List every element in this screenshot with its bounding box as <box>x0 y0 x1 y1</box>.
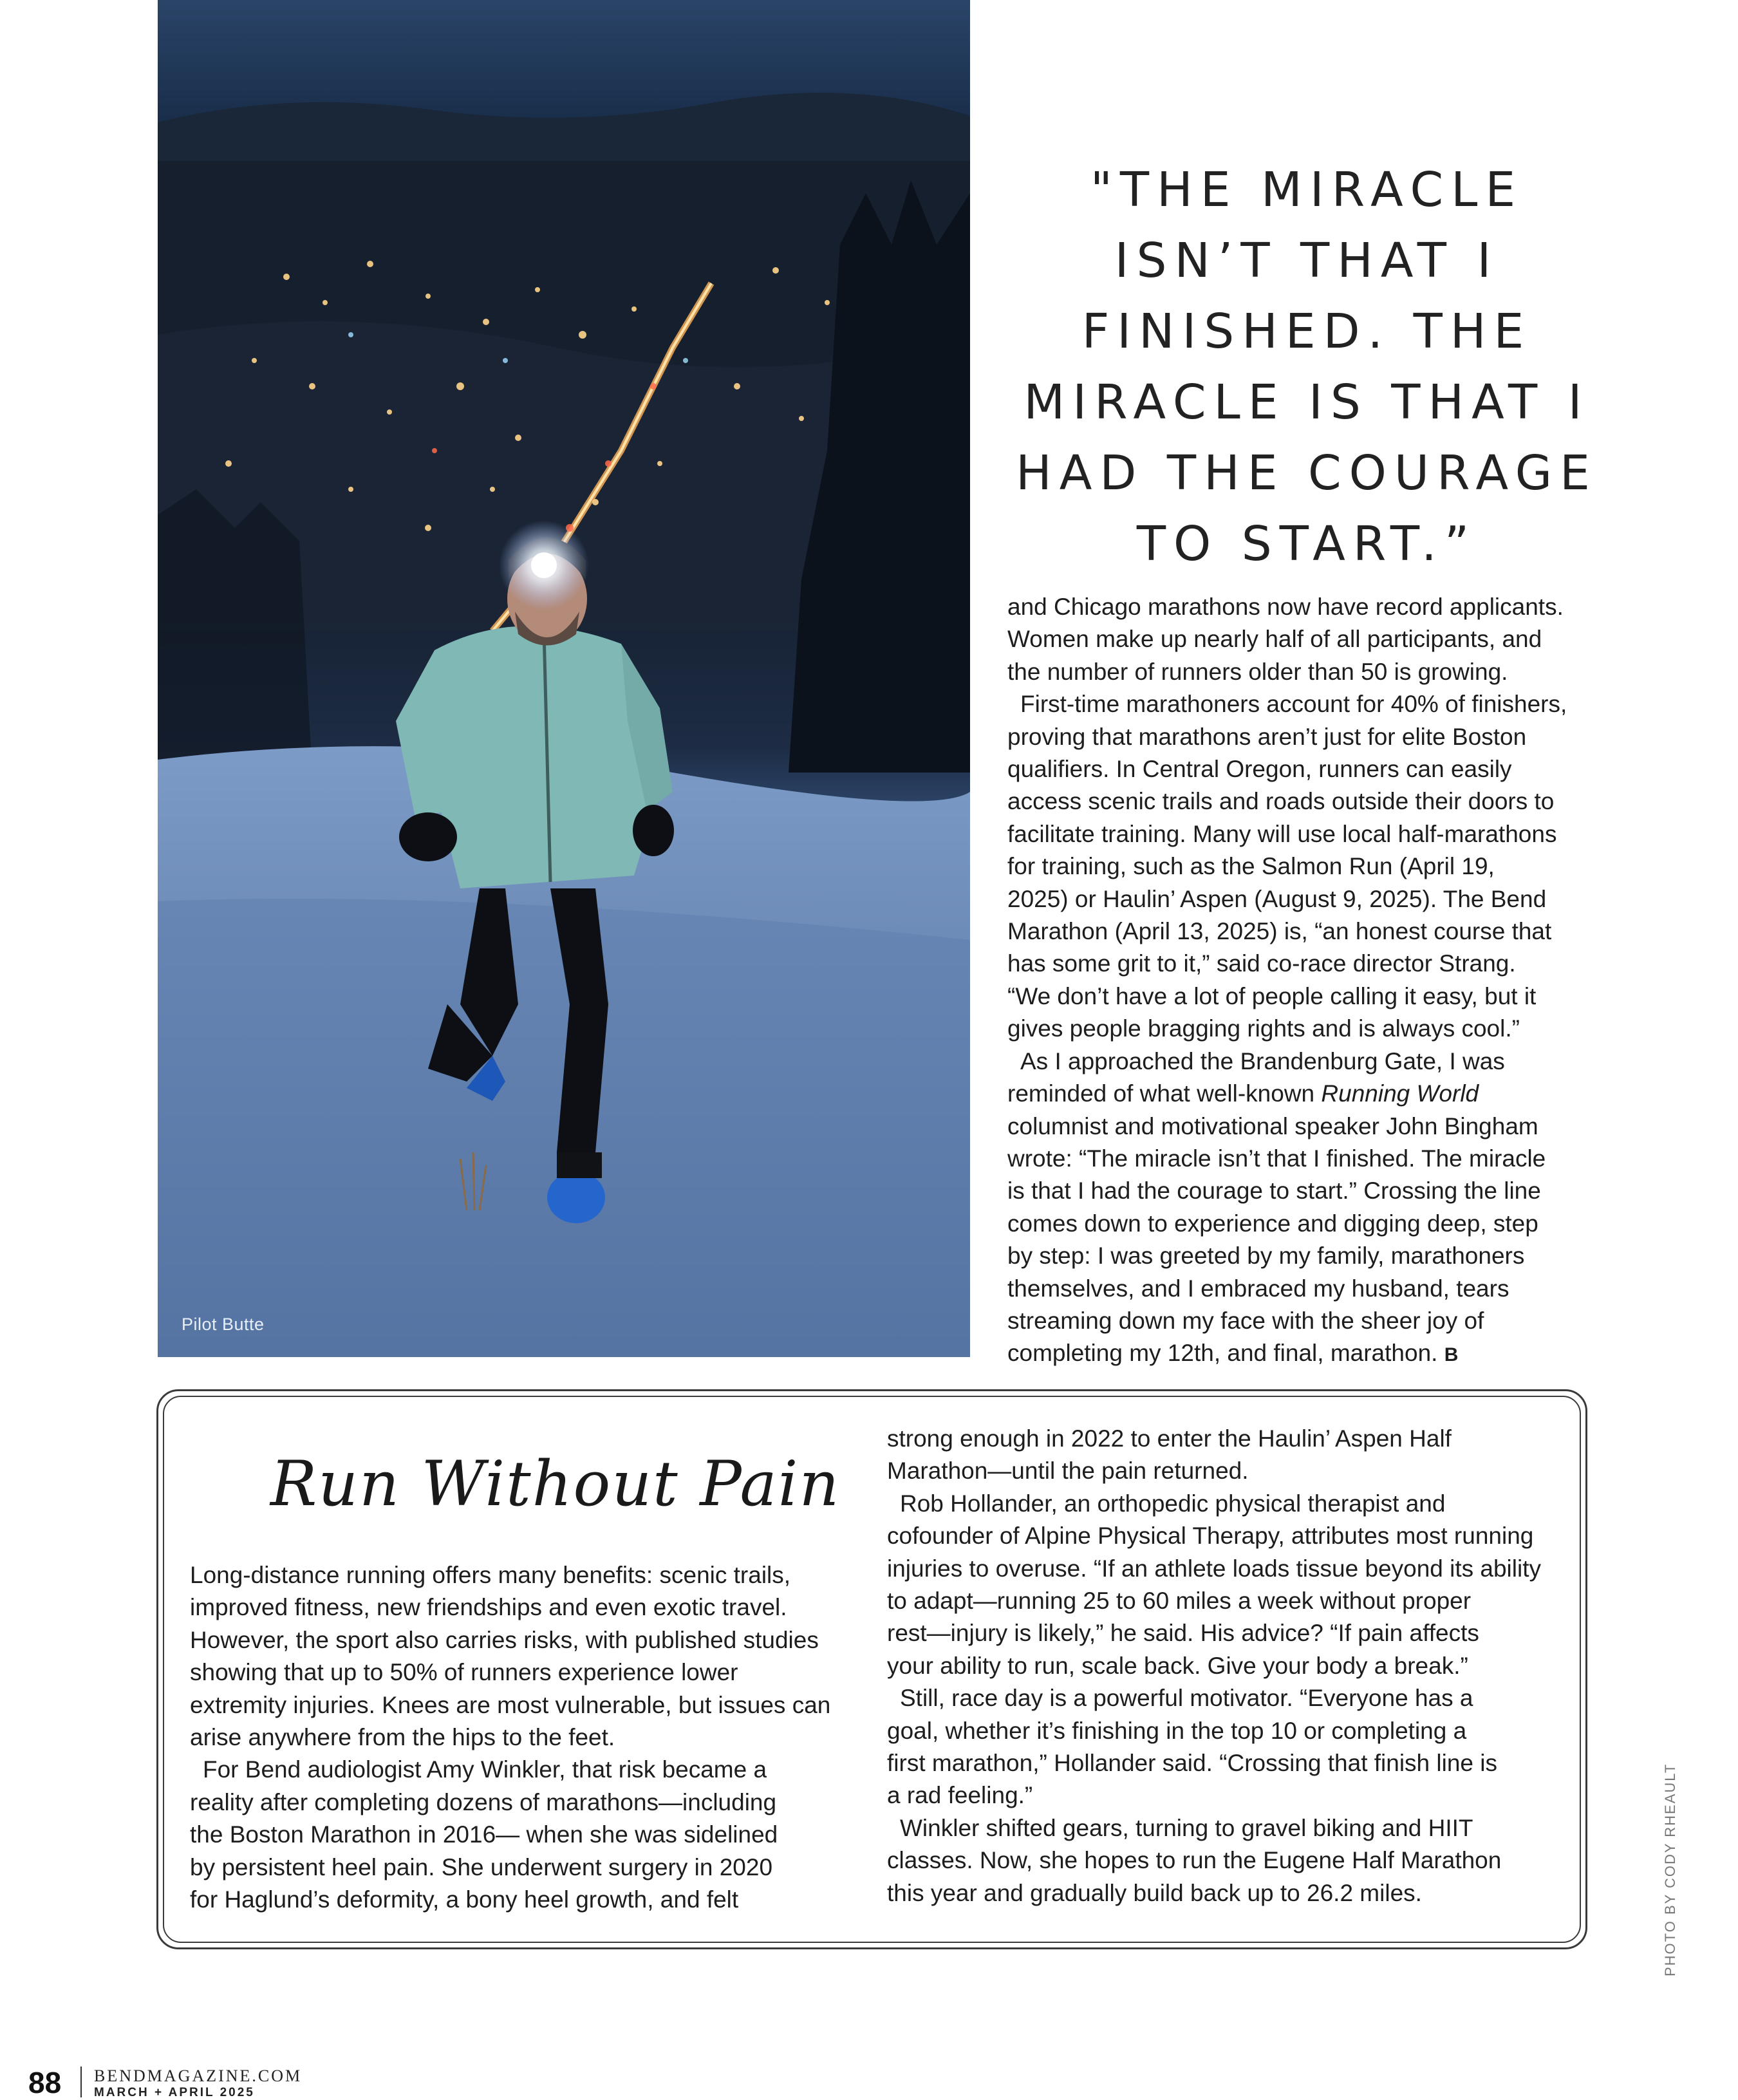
body-line: has some grit to it,” said co-race director Strang. <box>1007 950 1516 977</box>
sidebar-line: this year and gradually build back up to 26.2 miles. <box>887 1879 1422 1906</box>
pull-quote <box>985 155 1629 579</box>
sidebar-line: Marathon—until the pain returned. <box>887 1458 1249 1485</box>
sidebar-line: Long-distance running offers many benefits: scenic trails, <box>190 1562 791 1588</box>
sidebar-column-right <box>887 1423 1563 1909</box>
pull-quote-line: ISN’T THAT I <box>1114 233 1499 288</box>
body-line: gives people bragging rights and is always cool.” <box>1007 1015 1520 1042</box>
body-line: access scenic trails and roads outside their doors to <box>1007 788 1555 815</box>
pull-quote-line: TO START.” <box>1136 516 1477 572</box>
sidebar-line: to adapt—running 25 to 60 miles a week without proper <box>887 1588 1472 1615</box>
pull-quote-line: "THE MIRACLE <box>1090 162 1524 218</box>
sidebar-title-text: Run Without Pain <box>270 1448 841 1520</box>
sidebar-line: injuries to overuse. “If an athlete loads tissue beyond its ability <box>887 1555 1542 1582</box>
sidebar-line: improved fitness, new friendships and even exotic travel. <box>190 1594 787 1621</box>
end-mark-icon: B <box>1444 1344 1457 1366</box>
body-line: for training, such as the Salmon Run (April 19, <box>1007 853 1495 880</box>
photo-credit <box>1662 1745 1681 1976</box>
runner-photo <box>158 0 970 1357</box>
body-line: is that I had the courage to start.” Crossing the line <box>1007 1177 1541 1205</box>
body-line <box>1007 1078 1587 1110</box>
sidebar-line: by persistent heel pain. She underwent surgery in 2020 <box>190 1853 773 1880</box>
body-line: wrote: “The miracle isn’t that I finished. The miracle <box>1007 1145 1546 1172</box>
pull-quote-line: MIRACLE IS THAT I <box>1023 375 1590 430</box>
page-number: 88 <box>28 2066 62 2099</box>
sidebar-line: for Haglund’s deformity, a bony heel growth, and felt <box>190 1886 739 1913</box>
body-line: 2025) or Haulin’ Aspen (August 9, 2025). The Bend <box>1007 885 1547 912</box>
folio-issue: MARCH + APRIL 2025 <box>94 2086 255 2099</box>
body-line: comes down to experience and digging deep, step <box>1007 1210 1538 1237</box>
publication-title: Running World <box>1321 1080 1479 1107</box>
sidebar-line: Still, race day is a powerful motivator. “Everyone has a <box>900 1685 1473 1712</box>
sidebar-line: extremity injuries. Knees are most vulnerable, but issues can <box>190 1691 831 1718</box>
body-line <box>1007 1337 1587 1371</box>
sidebar-line: cofounder of Alpine Physical Therapy, attributes most running <box>887 1523 1534 1550</box>
sidebar-line: strong enough in 2022 to enter the Haulin’ Aspen Half <box>887 1425 1452 1452</box>
sidebar-line: arise anywhere from the hips to the feet. <box>190 1724 615 1751</box>
sidebar-line: For Bend audiologist Amy Winkler, that risk became a <box>203 1756 767 1783</box>
body-text: reminded of what well-known <box>1007 1080 1322 1107</box>
pull-quote-line: HAD THE COURAGE <box>1016 445 1598 501</box>
sidebar-line: a rad feeling.” <box>887 1782 1033 1809</box>
body-line: and Chicago marathons now have record applicants. <box>1007 594 1564 620</box>
sidebar-line: Rob Hollander, an orthopedic physical therapist and <box>900 1490 1446 1517</box>
folio-site: BENDMAGAZINE.COM <box>94 2067 303 2085</box>
body-line: First-time marathoners account for 40% of finishers, <box>1020 691 1567 718</box>
sidebar-line: showing that up to 50% of runners experience lower <box>190 1659 738 1686</box>
body-line: themselves, and I embraced my husband, tears <box>1007 1275 1509 1302</box>
pull-quote-line: FINISHED. THE <box>1081 304 1532 359</box>
folio-divider <box>80 2067 82 2097</box>
body-line: “We don’t have a lot of people calling it easy, but it <box>1007 982 1537 1009</box>
sidebar-column-left <box>190 1559 859 1916</box>
photo-credit-text: PHOTO BY CODY RHEAULT <box>1662 1763 1678 1976</box>
article-body <box>1007 591 1587 1372</box>
body-line: Marathon (April 13, 2025) is, “an honest course that <box>1007 918 1552 945</box>
sidebar-line: classes. Now, she hopes to run the Eugene Half Marathon <box>887 1847 1502 1874</box>
sidebar-line: goal, whether it’s finishing in the top 10 or completing a <box>887 1717 1467 1744</box>
body-line: columnist and motivational speaker John Bingham <box>1007 1112 1538 1139</box>
sidebar-line: rest—injury is likely,” he said. His advice? “If pain affects <box>887 1620 1479 1647</box>
sidebar-line: your ability to run, scale back. Give your body a break.” <box>887 1652 1468 1679</box>
body-line: facilitate training. Many will use local half-marathons <box>1007 820 1557 847</box>
sidebar-title <box>257 1428 841 1544</box>
photo-caption: Pilot Butte <box>182 1315 265 1334</box>
sidebar-line: However, the sport also carries risks, with published studies <box>190 1626 819 1653</box>
body-line: streaming down my face with the sheer joy of <box>1007 1307 1484 1334</box>
sidebar-line: first marathon,” Hollander said. “Crossing that finish line is <box>887 1750 1497 1777</box>
body-line: qualifiers. In Central Oregon, runners can easily <box>1007 756 1512 783</box>
body-line: the number of runners older than 50 is growing. <box>1007 658 1508 685</box>
body-line: proving that marathons aren’t just for elite Boston <box>1007 723 1527 750</box>
body-line: Women make up nearly half of all participants, and <box>1007 626 1542 653</box>
body-line: by step: I was greeted by my family, marathoners <box>1007 1242 1525 1270</box>
photo-illustration <box>158 0 970 1357</box>
sidebar-line: the Boston Marathon in 2016— when she was sidelined <box>190 1821 778 1848</box>
sidebar-line: reality after completing dozens of marathons—including <box>190 1788 777 1815</box>
body-line: As I approached the Brandenburg Gate, I was <box>1020 1047 1505 1074</box>
body-text: completing my 12th, and final, marathon. <box>1007 1340 1444 1367</box>
sidebar-line: Winkler shifted gears, turning to gravel biking and HIIT <box>900 1814 1473 1841</box>
